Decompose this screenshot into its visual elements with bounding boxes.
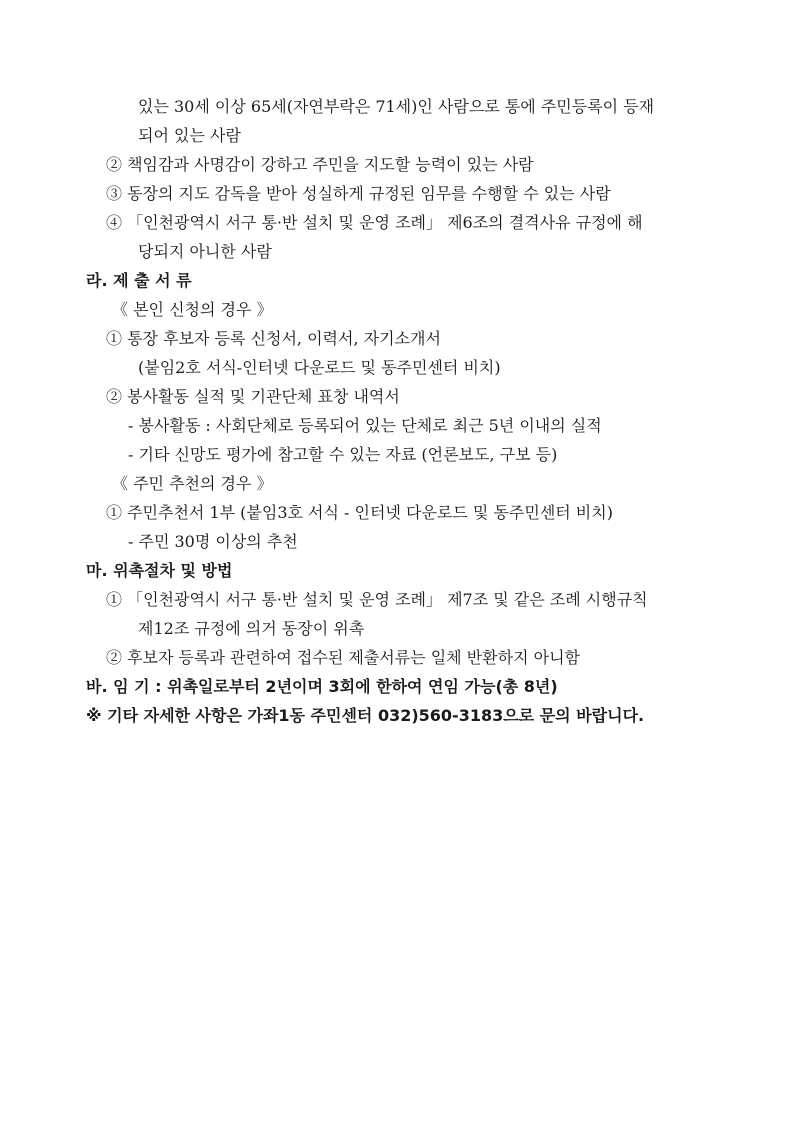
resident-recommendation-title: 《 주민 추천의 경우 》 xyxy=(112,474,273,493)
self-doc-1-line-1: ① 통장 후보자 등록 신청서, 이력서, 자기소개서 xyxy=(106,329,441,348)
self-doc-2-sub-a: - 봉사활동 : 사회단체로 등록되어 있는 단체로 최근 5년 이내의 실적 xyxy=(128,416,602,435)
self-doc-1-line-2: (붙임2호 서식-인터넷 다운로드 및 동주민센터 비치) xyxy=(138,358,501,377)
self-application-title: 《 본인 신청의 경우 》 xyxy=(112,300,273,319)
procedure-1-line-1: ① 「인천광역시 서구 통·반 설치 및 운영 조례」 제7조 및 같은 조례 시행규칙 xyxy=(106,590,648,609)
qualification-1-line-1: 있는 30세 이상 65세(자연부락은 71세)인 사람으로 통에 주민등록이 등재 xyxy=(138,97,655,116)
recommendation-doc-1: ① 주민추천서 1부 (붙임3호 서식 - 인터넷 다운로드 및 동주민센터 비치) xyxy=(106,503,613,522)
section-heading-documents: 라. 제 출 서 류 xyxy=(86,271,192,290)
qualification-3: ③ 동장의 지도 감독을 받아 성실하게 규정된 임무를 수행할 수 있는 사람 xyxy=(106,184,611,203)
qualification-1-line-2: 되어 있는 사람 xyxy=(138,126,241,145)
qualification-4-line-2: 당되지 아니한 사람 xyxy=(138,242,272,261)
term-of-office: 바. 임 기 : 위촉일로부터 2년이며 3회에 한하여 연임 가능(총 8년) xyxy=(86,677,558,696)
contact-note: ※ 기타 자세한 사항은 가좌1동 주민센터 032)560-3183으로 문의 바랍니다. xyxy=(86,706,645,725)
procedure-1-line-2: 제12조 규정에 의거 동장이 위촉 xyxy=(138,619,365,638)
recommendation-doc-1-sub: - 주민 30명 이상의 추천 xyxy=(128,532,298,551)
self-doc-2: ② 봉사활동 실적 및 기관단체 표창 내역서 xyxy=(106,387,400,406)
section-heading-procedure: 마. 위촉절차 및 방법 xyxy=(86,561,233,580)
self-doc-2-sub-b: - 기타 신망도 평가에 참고할 수 있는 자료 (언론보도, 구보 등) xyxy=(128,445,558,464)
qualification-4-line-1: ④ 「인천광역시 서구 통·반 설치 및 운영 조례」 제6조의 결격사유 규정에 해 xyxy=(106,213,643,232)
qualification-2: ② 책임감과 사명감이 강하고 주민을 지도할 능력이 있는 사람 xyxy=(106,155,534,174)
procedure-2: ② 후보자 등록과 관련하여 접수된 제출서류는 일체 반환하지 아니함 xyxy=(106,648,581,667)
